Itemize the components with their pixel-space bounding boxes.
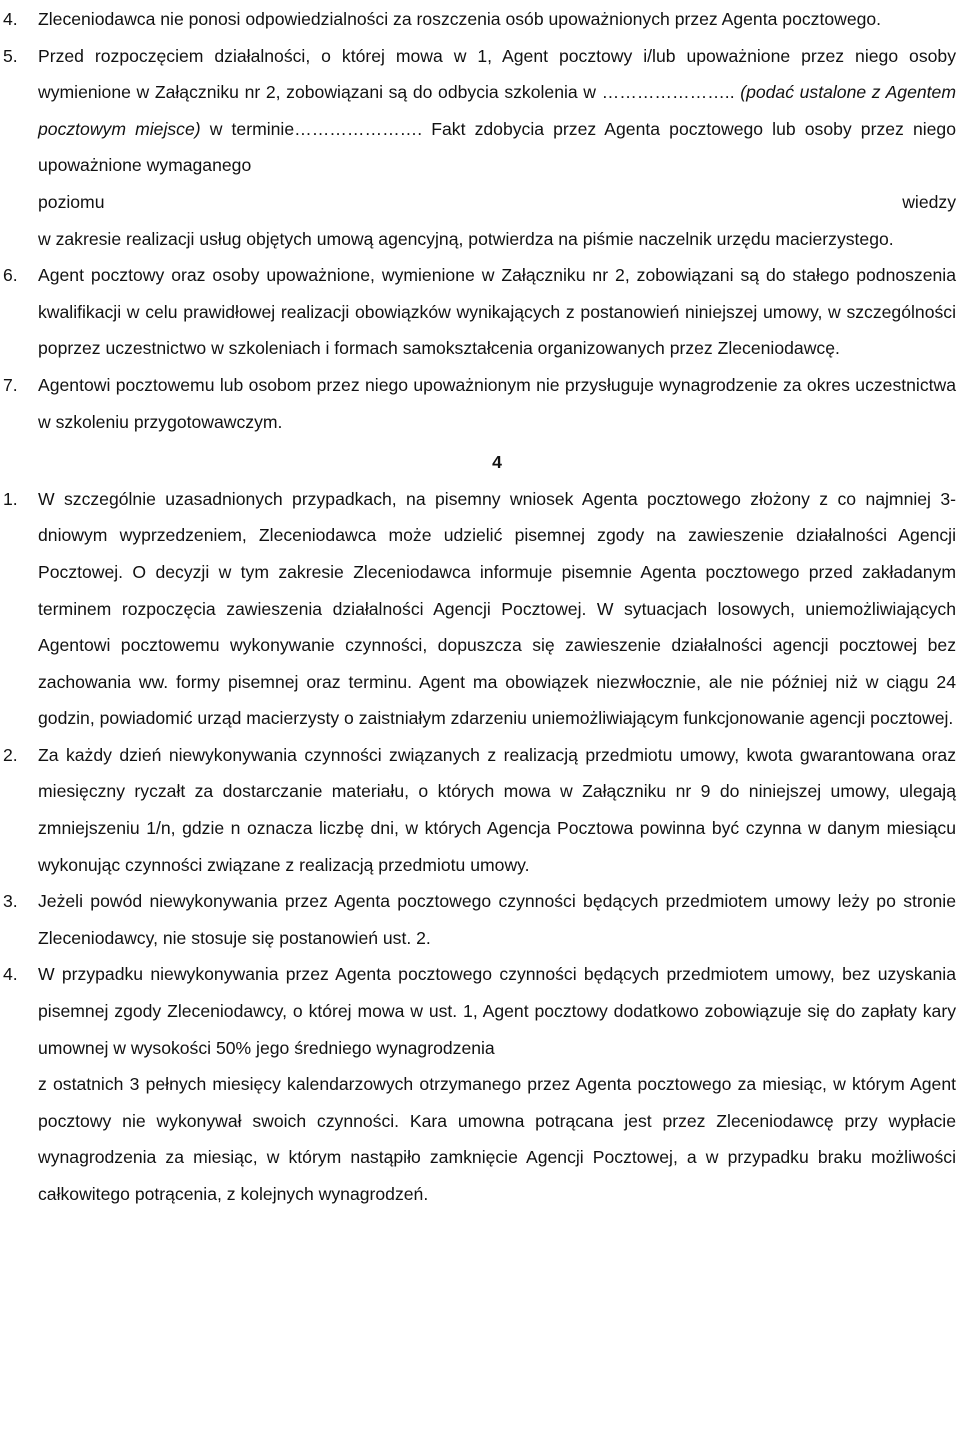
clause-text: Jeżeli powód niewykonywania przez Agenta pocztowego czynności będących przedmiotem umowy leży po stronie Zleceniodawcy, nie stosuje się postanowień ust. 2. <box>38 891 956 948</box>
clause-body <box>38 367 956 440</box>
clause-number: 5. <box>3 45 18 66</box>
clause-number: 4. <box>3 964 18 985</box>
clause-text-part: w terminie…………………. Fakt zdobycia przez Agenta pocztowego lub osoby przez niego upoważnione wymaganego <box>38 118 956 176</box>
spread-right: wiedzy <box>902 191 956 212</box>
clause-4 <box>0 1 956 38</box>
clause-number: 2. <box>3 744 18 765</box>
clause-text-part: Przed rozpoczęciem działalności, o której mowa w 1, Agent pocztowy i/lub upoważnione przez niego osoby wymienione w Załączniku nr 2, zobowiązani są do odbycia szkolenia w ………………….. <box>38 45 956 103</box>
clause-body <box>38 737 956 883</box>
clause-text-italic: (podać ustalone z Agentem pocztowym miejsce) <box>38 82 956 139</box>
clause-body <box>38 883 956 956</box>
clause-text: Agent pocztowy oraz osoby upoważnione, wymienione w Załączniku nr 2, zobowiązani są do stałego podnoszenia kwalifikacji w celu prawidłowej realizacji obowiązków wynikających z postanowień niniejszej umowy, w szczególności poprzez uczestnictwo w szkoleniach i formach samokształcenia organizowanych przez Zleceniodawcę. <box>38 265 956 359</box>
clause-text: W przypadku niewykonywania przez Agenta pocztowego czynności będących przedmiotem umowy, bez uzyskania pisemnej zgody Zleceniodawcy, o której mowa w ust. 1, Agent pocztowy dodatkowo zobowiązuje się do zapłaty kary umownej w wysokości 50% jego średniego wynagrodzenia <box>38 964 956 1058</box>
clause-text: W szczególnie uzasadnionych przypadkach, na pisemny wniosek Agenta pocztowego złożony z co najmniej 3-dniowym wyprzedzeniem, Zleceniodawca może udzielić pisemnej zgody na zawieszenie działalności Agencji Pocztowej. O decyzji w tym zakresie Zleceniodawca informuje pisemnie Agenta pocztowego przed zakładanym terminem rozpoczęcia zawieszenia działalności Agencji Pocztowej. W sytuacjach losowych, uniemożliwiających Agentowi pocztowemu wykonywanie czynności, dopuszcza się zawieszenie działalności agencji pocztowej bez zachowania ww. formy pisemnej oraz terminu. Agent ma obowiązek niezwłocznie, ale nie później niż w ciągu 24 godzin, powiadomić urząd macierzysty o zaistniałym zdarzeniu uniemożliwiającym funkcjonowanie agencji pocztowej. <box>38 488 956 729</box>
section-heading: 4 <box>492 452 502 473</box>
clause-text-continued: z ostatnich 3 pełnych miesięcy kalendarzowych otrzymanego przez Agenta pocztowego za miesiąc, w którym Agent pocztowy nie wykonywał swoich czynności. Kara umowna potrącana jest przez Zleceniodawcę przy wypłacie wynagrodzenia za miesiąc, w którym nastąpiło zamknięcie Agencji Pocztowej, a w przypadku braku możliwości całkowitego potrącenia, z kolejnych wynagrodzeń. <box>38 1074 956 1204</box>
clause-body <box>38 1 956 38</box>
clause-text: Agentowi pocztowemu lub osobom przez niego upoważnionym nie przysługuje wynagrodzenie za okres uczestnictwa w szkoleniu przygotowawczym. <box>38 374 956 432</box>
clause-text-spread <box>38 184 956 221</box>
clause-text: Za każdy dzień niewykonywania czynności związanych z realizacją przedmiotu umowy, kwota gwarantowana oraz miesięczny ryczałt za dostarczanie materiału, o których mowa w Załączniku nr 9 do niniejszej umowy, ulegają zmniejszeniu 1/n, gdzie n oznacza liczbę dni, w których Agencja Pocztowa powinna być czynna w danym miesiącu wykonując czynności związane z realizacją przedmiotu umowy. <box>38 744 956 875</box>
clause-body <box>38 38 956 258</box>
clause-7 <box>0 367 956 440</box>
clause-5 <box>0 38 956 258</box>
clause-number: 3. <box>3 891 18 912</box>
section4-clause-3 <box>0 883 956 956</box>
clause-text <box>38 38 956 184</box>
clause-number: 6. <box>3 265 18 286</box>
clause-number: 4. <box>3 9 18 29</box>
clause-body <box>38 481 956 737</box>
clause-6 <box>0 257 956 367</box>
section4-clause-2 <box>0 737 956 883</box>
spread-left: poziomu <box>38 191 105 212</box>
clause-body <box>38 956 956 1212</box>
clause-text: Zleceniodawca nie ponosi odpowiedzialności za roszczenia osób upoważnionych przez Agenta pocztowego. <box>38 9 882 29</box>
section4-clause-4 <box>0 956 956 1212</box>
clause-number: 7. <box>3 374 18 395</box>
clause-text: w zakresie realizacji usług objętych umową agencyjną, potwierdza na piśmie naczelnik urzędu macierzystego. <box>38 228 894 249</box>
section4-clause-1 <box>0 481 956 737</box>
clause-number: 1. <box>3 488 18 509</box>
clause-body <box>38 257 956 367</box>
